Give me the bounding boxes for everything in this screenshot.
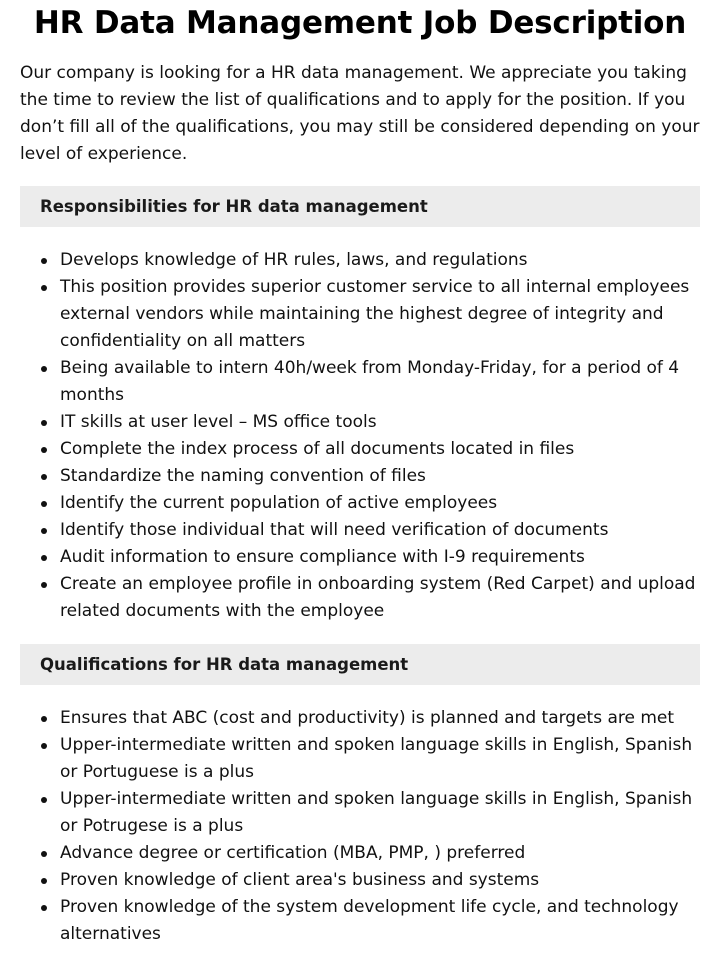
list-item-text: Audit information to ensure compliance with I-9 requirements [60,547,585,567]
list-item-text: Proven knowledge of client area's business and systems [60,870,540,890]
list-item-text: IT skills at user level – MS office tools [60,412,377,432]
list-item [20,705,700,732]
bullet-icon [41,851,47,857]
bullet-icon [41,474,47,480]
list-item [20,436,700,463]
bullet-icon [41,716,47,722]
list-item [20,517,700,544]
list-item [20,544,700,571]
responsibilities-heading [20,186,700,227]
page-title: HR Data Management Job Description [33,5,687,41]
list-item [20,732,700,786]
bullet-icon [41,743,47,749]
bullet-icon [41,905,47,911]
list-item [20,490,700,517]
list-item [20,247,700,274]
list-item-text: Create an employee profile in onboarding system (Red Carpet) and upload related documents with the employee [60,574,696,621]
list-item [20,571,700,625]
bullet-icon [41,366,47,372]
list-item-text: Identify those individual that will need verification of documents [60,520,609,540]
list-item-text: Complete the index process of all documents located in files [60,439,575,459]
list-item-text: Upper-intermediate written and spoken language skills in English, Spanish or Potrugese is a plus [60,789,693,836]
list-item [20,274,700,355]
bullet-icon [41,258,47,264]
list-item [20,463,700,490]
bullet-icon [41,285,47,291]
list-item [20,355,700,409]
bullet-icon [41,447,47,453]
bullet-icon [41,582,47,588]
bullet-icon [41,555,47,561]
list-item-text: Standardize the naming convention of files [60,466,426,486]
bullet-icon [41,878,47,884]
list-item-text: Proven knowledge of the system development life cycle, and technology alternatives [60,897,679,944]
list-item-text: Being available to intern 40h/week from Monday-Friday, for a period of 4 months [60,358,680,405]
list-item-text: This position provides superior customer service to all internal employees external vendors while maintaining the highest degree of integrity and confidentiality on all matters [60,277,690,351]
qualifications-heading-text: Qualifications for HR data management [40,655,409,674]
bullet-icon [41,420,47,426]
bullet-icon [41,528,47,534]
list-item-text: Ensures that ABC (cost and productivity) is planned and targets are met [60,708,675,728]
list-item [20,409,700,436]
list-item [20,786,700,840]
intro-paragraph: Our company is looking for a HR data management. We appreciate you taking the time to review the list of qualifications and to apply for the position. If you don’t fill all of the qualifications, you may still be considered depending on your level of experience. [20,63,700,164]
responsibilities-list [20,247,700,625]
qualifications-heading [20,644,700,685]
list-item-text: Develops knowledge of HR rules, laws, and regulations [60,250,528,270]
list-item [20,894,700,948]
list-item [20,840,700,867]
qualifications-list [20,705,700,948]
list-item-text: Identify the current population of active employees [60,493,498,513]
list-item-text: Upper-intermediate written and spoken language skills in English, Spanish or Portuguese is a plus [60,735,693,782]
responsibilities-heading-text: Responsibilities for HR data management [40,197,428,216]
bullet-icon [41,501,47,507]
list-item-text: Advance degree or certification (MBA, PMP, ) preferred [60,843,526,863]
list-item [20,867,700,894]
bullet-icon [41,797,47,803]
